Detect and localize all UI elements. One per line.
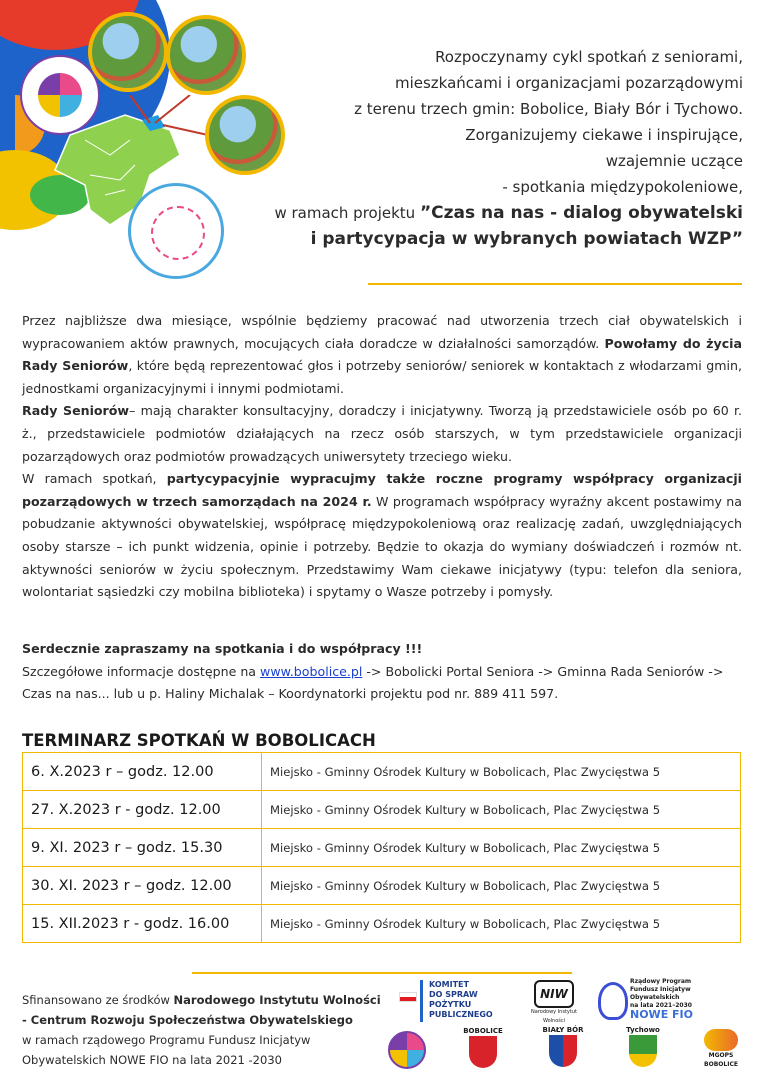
text-span-bold: Narodowego Instytutu Wolności: [173, 993, 381, 1007]
logo-text: Obywatelskich: [630, 994, 680, 1001]
logo-text: POŻYTKU: [429, 1000, 472, 1009]
intro-line: Zorganizujemy ciekawe i inspirujące,: [465, 126, 743, 144]
project-title: ”Czas na nas - dialog obywatelski: [419, 203, 743, 223]
divider: [368, 283, 742, 285]
fio-name: NOWE FIO: [630, 1008, 693, 1021]
funding-line: w ramach rządowego Programu Fundusz Inicjatyw: [22, 1033, 311, 1047]
meeting-place: Miejsko - Gminny Ośrodek Kultury w Bobolicach, Plac Zwycięstwa 5: [262, 829, 741, 867]
text-span: Szczegółowe informacje dostępne na: [22, 663, 261, 679]
text-span: , które będą reprezentować głos i potrzeby seniorów/ seniorek w kontaktach z włodarzami gmin, jednostkami organizacyjnymi i innymi podmiotami.: [22, 358, 742, 396]
intro-line: - spotkania międzypokoleniowe,: [502, 178, 743, 196]
logo-text: DO SPRAW: [429, 990, 478, 999]
text-span-bold: Rady Seniorów: [22, 403, 130, 419]
logo-text: KOMITET: [429, 980, 469, 989]
hands-icon: [704, 1029, 738, 1051]
logo-text: na lata 2021–2030: [630, 1002, 692, 1009]
paragraph-2: [22, 400, 742, 468]
text-span: -> Bobolicki Portal Seniora -> Gminna Rada Seniorów -> Czas na nas... lub u p. Haliny Michalak – Koordynatorki projektu pod nr. 889 411 597.: [22, 663, 724, 702]
table-row: [23, 905, 741, 943]
meeting-date: 9. XI. 2023 r – godz. 15.30: [23, 829, 262, 867]
divider: [192, 972, 572, 974]
text-span: W ramach spotkań,: [22, 471, 167, 487]
tychowo-crest: [620, 1020, 666, 1072]
bulb-icon: [598, 982, 628, 1020]
schedule-table: [22, 752, 741, 943]
intro-line: z terenu trzech gmin: Bobolice, Biały Bór i Tychowo.: [354, 100, 743, 118]
association-logo: [385, 1028, 429, 1072]
invitation-heading: Serdecznie zapraszamy na spotkania i do współpracy !!!: [22, 641, 423, 656]
funding-line: Obywatelskich NOWE FIO na lata 2021 -2030: [22, 1053, 282, 1067]
meeting-date: 6. X.2023 r – godz. 12.00: [23, 753, 262, 791]
text-span: Przez najbliższe dwa miesiące, wspólnie będziemy pracować nad utworzenia trzech ciał obywatelskich i wypracowaniem aktów prawnych, mocujących ciała doradcze w działalności samorządów.: [22, 313, 742, 351]
project-prefix: w ramach projektu: [274, 204, 420, 222]
project-title-line-1: [223, 200, 743, 226]
text-span: Sfinansowano ze środków: [22, 993, 174, 1007]
meeting-place: Miejsko - Gminny Ośrodek Kultury w Bobolicach, Plac Zwycięstwa 5: [262, 791, 741, 829]
mgops-logo: [698, 1026, 744, 1072]
nowe-fio-logo: [598, 978, 722, 1026]
intro-block: [223, 44, 743, 252]
crest-label: BOBOLICE: [463, 1026, 503, 1035]
schedule-title: TERMINARZ SPOTKAŃ W BOBOLICACH: [22, 731, 376, 750]
bobolice-crest: [460, 1022, 506, 1072]
funding-line: - Centrum Rozwoju Społeczeństwa Obywatelskiego: [22, 1013, 353, 1027]
project-title-line-2: i partycypacja w wybranych powiatach WZP”: [310, 229, 743, 249]
text-span: W programach współpracy wyraźny akcent postawimy na pobudzanie aktywności obywatelskiej, współpracę międzypokoleniową oraz realizację zadań, uwzględniających osoby starsze – ich punkt widzenia, opinie i potrzeby. Będzie to okazja do wymiany doświadczeń i rozmów nt. aktywności seniorów w życiu społecznym. Przedstawimy Wam ciekawe inicjatywy (typu: telefon dla seniora, wolontariat sąsiedzki czy mobilna biblioteka) i spytamy o Wasze potrzeby i pomysły.: [22, 493, 742, 600]
bialy-bor-crest: [540, 1020, 586, 1072]
table-row: [23, 791, 741, 829]
association-badge-logo: [20, 55, 100, 135]
paragraph-1: [22, 310, 742, 400]
kdspp-logo: [420, 980, 521, 1022]
table-row: [23, 867, 741, 905]
crest-label: Tychowo: [626, 1025, 660, 1034]
meeting-date: 27. X.2023 r - godz. 12.00: [23, 791, 262, 829]
table-row: [23, 753, 741, 791]
body-text: [22, 310, 742, 604]
meeting-place: Miejsko - Gminny Ośrodek Kultury w Bobolicach, Plac Zwycięstwa 5: [262, 905, 741, 943]
polish-flag-icon: [399, 992, 417, 1002]
text-span-bold: partycypacyjnie wypracujmy także roczne programy współpracy organizacji pozarządowych w trzech samorządach na 2024 r.: [22, 471, 742, 509]
website-link[interactable]: www.bobolice.pl: [260, 663, 363, 679]
logo-text: Rządowy Program: [630, 978, 692, 985]
invitation-block: [22, 638, 742, 706]
meeting-place: Miejsko - Gminny Ośrodek Kultury w Bobolicach, Plac Zwycięstwa 5: [262, 753, 741, 791]
crest-icon: [549, 1035, 577, 1067]
logo-text: Fundusz Inicjatyw: [630, 986, 691, 993]
project-logo: [128, 183, 224, 279]
funding-note: [22, 990, 382, 1070]
meeting-place: Miejsko - Gminny Ośrodek Kultury w Bobolicach, Plac Zwycięstwa 5: [262, 867, 741, 905]
meeting-date: 15. XII.2023 r - godz. 16.00: [23, 905, 262, 943]
mgops-label: MGOPS BOBOLICE: [704, 1052, 738, 1068]
fio-text: [630, 978, 692, 1010]
intro-line: mieszkańcami i organizacjami pozarządowymi: [394, 74, 743, 92]
niw-mark: NIW: [534, 980, 574, 1008]
text-span-bold: Powołamy do życia Rady Seniorów: [22, 335, 742, 374]
logo-text: PUBLICZNEGO: [429, 1010, 493, 1019]
crest-icon: [469, 1036, 497, 1068]
crest-icon: [629, 1035, 657, 1067]
meeting-date: 30. XI. 2023 r – godz. 12.00: [23, 867, 262, 905]
table-row: [23, 829, 741, 867]
crest-label: BIAŁY BÓR: [542, 1025, 584, 1034]
text-span: – mają charakter konsultacyjny, doradczy i inicjatywny. Tworzą ją przedstawiciele osób po 60 r. ż., przedstawiciele podmiotów działających na rzecz osób starszych, w tym przedstawiciele organizacji pozarządowych oraz podmiotów prowadzących uniwersytety trzeciego wieku.: [22, 403, 742, 464]
niw-label: Narodowy Instytut Wolności: [531, 1009, 577, 1024]
paragraph-3: [22, 468, 742, 604]
intro-line: wzajemnie uczące: [605, 152, 743, 170]
town-photo-tychowo: [88, 12, 168, 92]
intro-line: Rozpoczynamy cykl spotkań z seniorami,: [435, 48, 743, 66]
invitation-info: [22, 661, 742, 706]
